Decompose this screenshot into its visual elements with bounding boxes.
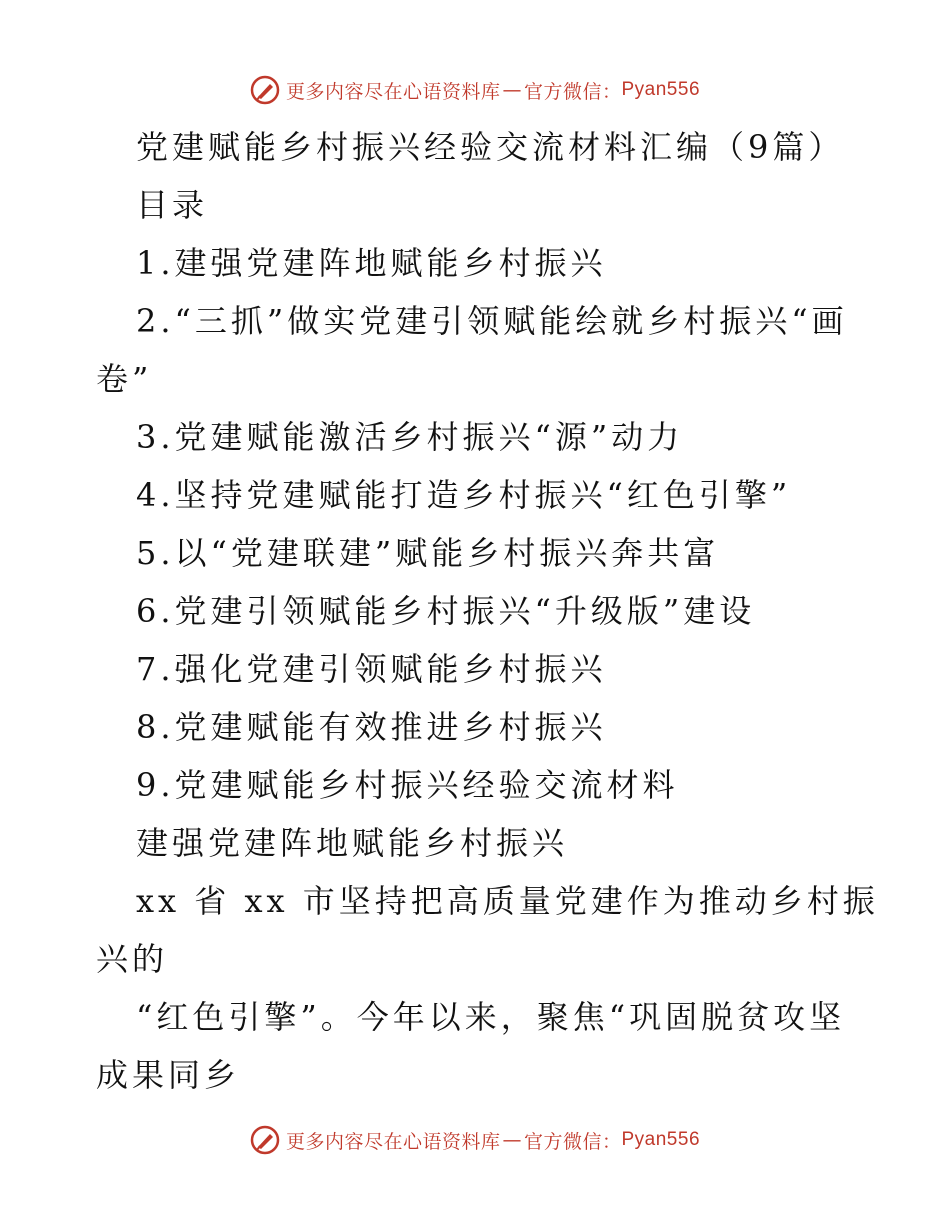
toc-item: 2.“三抓”做实党建引领赋能绘就乡村振兴“画 [136,302,848,340]
toc-item: 1.建强党建阵地赋能乡村振兴 [136,244,607,282]
section-title: 建强党建阵地赋能乡村振兴 [136,824,569,862]
watermark-separator: — [502,1129,522,1151]
toc-item: 6.党建引领赋能乡村振兴“升级版”建设 [136,592,756,630]
toc-item: 8.党建赋能有效推进乡村振兴 [136,708,607,746]
quill-logo-icon [250,75,280,105]
watermark-separator: — [502,79,522,101]
toc-heading: 目录 [136,186,209,224]
header-watermark [0,70,950,110]
document-title: 党建赋能乡村振兴经验交流材料汇编（9篇） [136,128,845,166]
watermark-account: Pyan556 [621,1129,701,1150]
toc-item: 5.以“党建联建”赋能乡村振兴奔共富 [136,534,720,572]
body-paragraph-line: 兴的 [96,940,169,978]
watermark-brand: 更多内容尽在心语资料库 [285,1130,501,1153]
toc-item: 3.党建赋能激活乡村振兴“源”动力 [136,418,684,456]
footer-watermark [0,1120,950,1160]
toc-item: 7.强化党建引领赋能乡村振兴 [136,650,607,688]
watermark-brand: 更多内容尽在心语资料库 [285,80,501,103]
watermark-account: Pyan556 [621,79,701,100]
body-paragraph-line: “红色引擎”。今年以来，聚焦“巩固脱贫攻坚 [136,998,846,1036]
toc-item-continuation: 卷” [96,360,153,398]
toc-item: 4.坚持党建赋能打造乡村振兴“红色引擎” [136,476,792,514]
watermark-label: 官方微信： [523,1130,622,1153]
document-body [96,118,879,1104]
watermark-label: 官方微信： [523,80,622,103]
body-paragraph-line: 成果同乡 [96,1056,241,1094]
body-paragraph-line: xx 省 xx 市坚持把高质量党建作为推动乡村振 [136,882,879,920]
quill-logo-icon [250,1125,280,1155]
toc-item: 9.党建赋能乡村振兴经验交流材料 [136,766,679,804]
